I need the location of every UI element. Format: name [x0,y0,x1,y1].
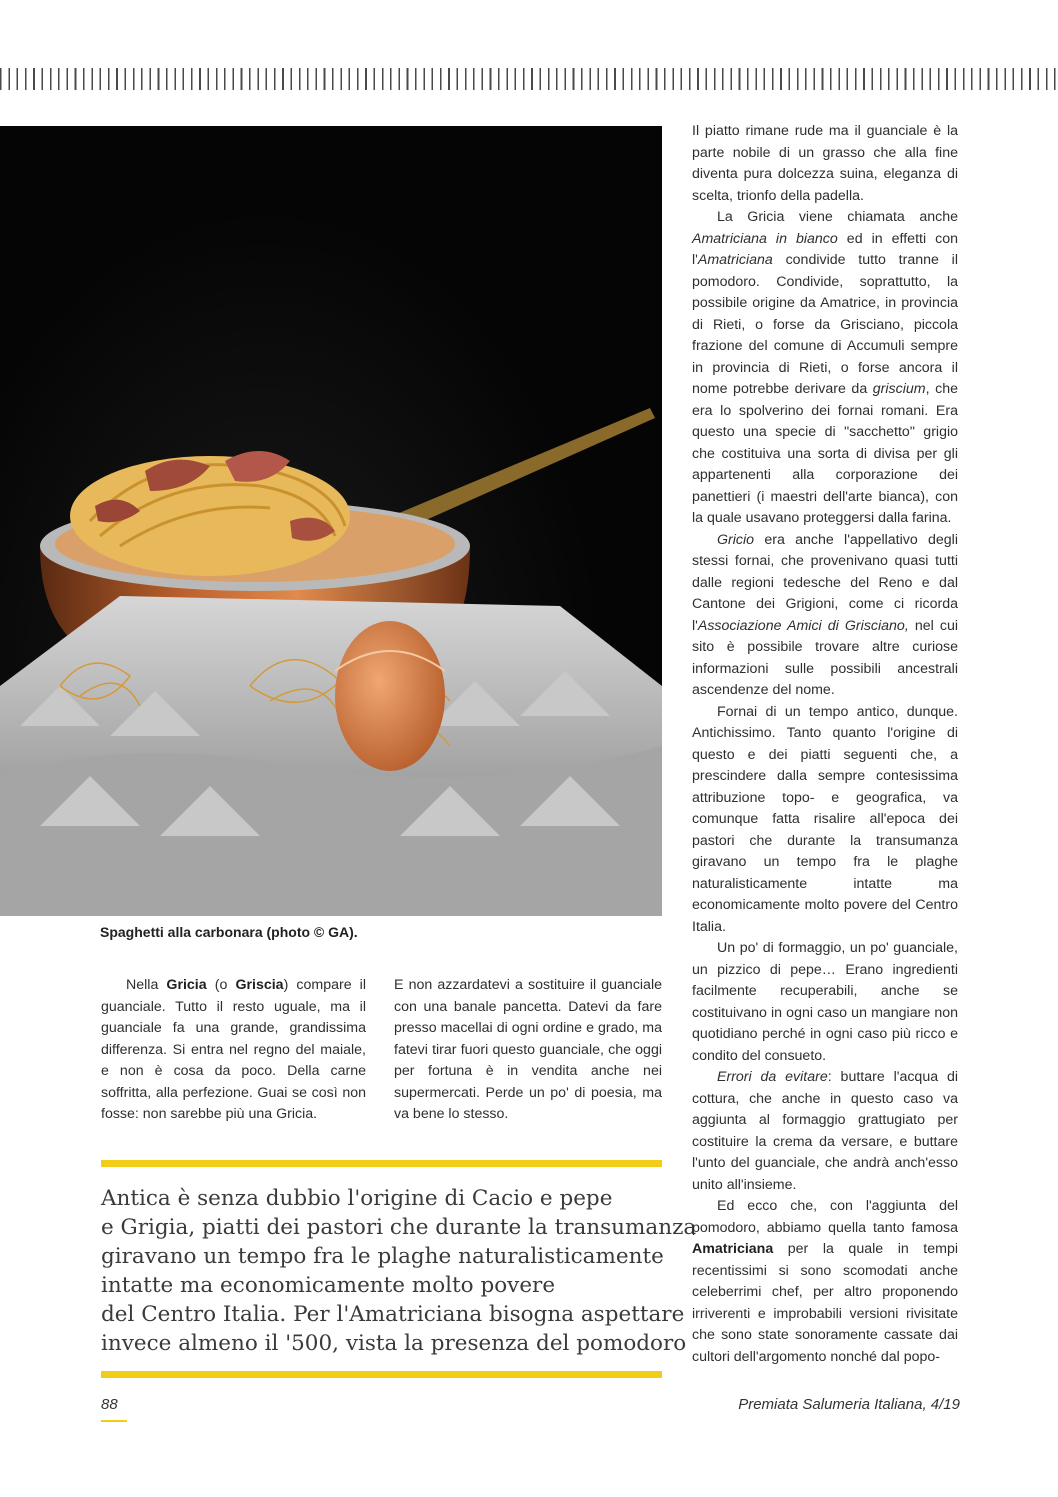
magazine-footer: Premiata Salumeria Italiana, 4/19 [738,1396,960,1413]
text-column-1 [101,975,366,1126]
paragraph: Fornai di un tempo antico, dunque. Antichissimo. Tanto quanto l'origine di questo e dei piatti seguenti che, a prescindere dalla sempre contesissima attribuzione topo- e geografica, va comunque fatta risalire all'epoca dei pastori che durante la transumanza giravano un tempo fra le plaghe naturalisticamente intatte ma economicamente molto povere del Centro Italia. [692,703,958,935]
pullquote: Antica è senza dubbio l'origine di Cacio e pepe e Grigia, piatti dei pastori che durante la transumanza giravano un tempo fra le plaghe naturalisticamente intatte ma economicamente molto povere del Centro Italia. Per l'Amatriciana bisogna aspettare invece almeno il '500, vista la presenza del pomodoro [101,1186,697,1356]
top-tick-rule [0,68,1058,90]
paragraph: Il piatto rimane rude ma il guanciale è la parte nobile di un grasso che alla fine diventa pura dolcezza suina, eleganza di scelta, trionfo della padella. [692,123,958,204]
paragraph: Nella Gricia (o Griscia) compare il guanciale. Tutto il resto uguale, ma il guanciale fa una grande, grandissima differenza. Si entra nel regno del maiale, e non è cosa da poco. Della carne soffritta, alla perfezione. Guai se così non fosse: non sarebbe più una Gricia. [101,977,366,1122]
paragraph: La Gricia viene chiamata anche Amatriciana in bianco ed in effetti con l'Amatriciana condivide tutto tranne il pomodoro. Condivide, soprattutto, la possibile origine da Amatrice, in provincia di Rieti, o forse da Grisciano, piccola frazione del comune di Accumuli sempre in provincia di Rieti, o forse ancora il nome potrebbe derivare da griscium, che era lo spolverino dei fornai romani. Era questo una specie di "sacchetto" grigio che costituiva una sorta di divisa per gli appartenenti alla corporazione dei panettieri (i maestri dell'arte bianca), con la quale usavano proteggersi dalla farina. [692,209,958,526]
paragraph: E non azzardatevi a sostituire il guanciale con una banale pancetta. Datevi da fare presso macellai di ogni ordine e grado, ma fatevi tirar fuori questo guanciale, che oggi per fortuna è in vendita anche nei supermercati. Perde un po' di poesia, ma va bene lo stesso. [394,977,662,1122]
paragraph: Ed ecco che, con l'aggiunta del pomodoro, abbiamo quella tanto famosa Amatriciana per la quale in tempi recentissimi si sono scomodati anche celeberrimi chef, per altro proponendo irriverenti e improbabili versioni rivisitate che sono state sonoramente cassate dai cultori dell'argomento nonché dal popo- [692,1198,958,1365]
pullquote-bottom-rule [101,1371,662,1378]
text-column-3 [692,121,958,1368]
paragraph: Un po' di formaggio, un po' guanciale, un pizzico di pepe… Erano ingredienti facilmente recuperabili, anche se costituivano in ogni caso un mangiare non quotidiano perché in ogni caso più ricco e condito del consueto. [692,940,958,1064]
paragraph: Errori da evitare: buttare l'acqua di cottura, che anche in questo caso va aggiunta al formaggio grattugiato per costituire la crema da versare, e buttare l'unto del guanciale, che andrà anch'esso unito all'insieme. [692,1069,958,1193]
photo-caption: Spaghetti alla carbonara (photo © GA). [100,924,358,940]
page-number: 88 [101,1396,118,1413]
carbonara-photo [0,126,662,916]
paragraph: Gricio era anche l'appellativo degli stessi fornai, che provenivano quasi tutti dalle regioni tedesche del Reno e dal Cantone dei Grigioni, come ci ricorda l'Associazione Amici di Grisciano, nel cui sito è possibile trovare altre curiose informazioni sulle possibili ancestrali ascendenze del nome. [692,531,959,698]
page-number-underline [101,1420,127,1422]
pullquote-top-rule [101,1160,662,1167]
text-column-2 [394,975,662,1126]
